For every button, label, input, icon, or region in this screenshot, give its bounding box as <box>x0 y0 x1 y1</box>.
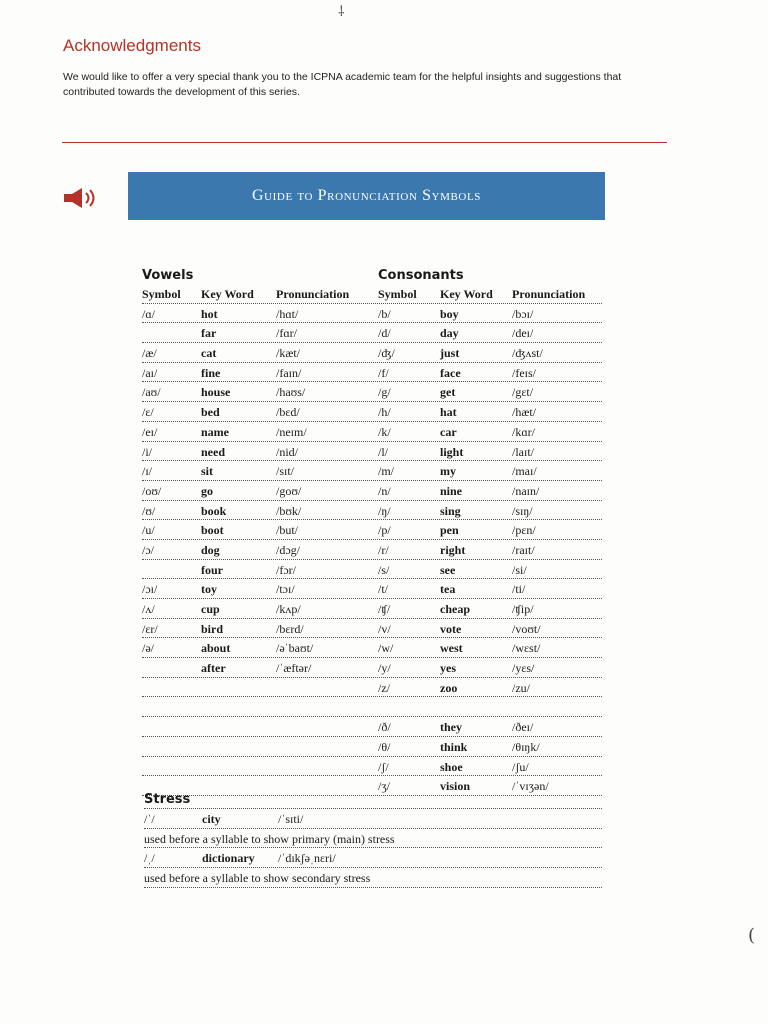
vowel-pronunciation: /fɑr/ <box>276 326 297 341</box>
consonant-pronunciation: /ʧip/ <box>512 602 534 616</box>
section-titles <box>142 268 602 284</box>
consonant-key-word: west <box>440 641 463 656</box>
consonant-pronunciation: /sɪŋ/ <box>512 503 533 518</box>
consonant-pronunciation: /kɑr/ <box>512 424 535 439</box>
table-row <box>142 442 602 462</box>
consonant-key-word: day <box>440 326 459 341</box>
vowel-pronunciation: /nid/ <box>276 444 299 459</box>
vowel-pronunciation: /faɪn/ <box>276 365 302 380</box>
consonant-pronunciation: /ti/ <box>512 582 526 597</box>
consonant-symbol: /y/ <box>378 661 391 676</box>
consonant-key-word: pen <box>440 523 459 538</box>
vowel-pronunciation: /haʊs/ <box>276 385 306 400</box>
stress-primary-row <box>144 809 602 829</box>
vowel-key-word: four <box>201 562 223 577</box>
vowel-key-word: hot <box>201 306 218 321</box>
secondary-stress-pron: /ˈdɪkʃəˌnɛri/ <box>278 851 336 866</box>
table-row <box>142 402 602 422</box>
consonant-key-word: shoe <box>440 759 463 774</box>
vowel-key-word: bed <box>201 405 220 420</box>
consonant-symbol: /m/ <box>378 464 395 479</box>
consonant-pronunciation: /feɪs/ <box>512 365 536 380</box>
vowel-symbol: /aʊ/ <box>142 385 161 400</box>
consonant-pronunciation: /ðeɪ/ <box>512 720 534 735</box>
consonant-symbol: /ð/ <box>378 720 391 735</box>
consonant-symbol: /r/ <box>378 542 389 557</box>
consonant-symbol: /f/ <box>378 365 389 380</box>
table-row <box>142 757 602 777</box>
table-row <box>142 501 602 521</box>
primary-stress-word: city <box>202 812 221 826</box>
consonant-symbol: /g/ <box>378 385 391 400</box>
table-row <box>142 363 602 383</box>
vowel-key-word: bird <box>201 621 224 636</box>
pronunciation-banner <box>128 172 605 220</box>
consonant-symbol: /θ/ <box>378 739 391 754</box>
acknowledgments-text: We would like to offer a very special thank you to the ICPNA academic team for the helpful insights and suggestions that contributed towards the development of this series. <box>63 71 622 98</box>
consonant-key-word: tea <box>440 582 456 597</box>
vowel-symbol: /æ/ <box>142 346 157 361</box>
stress-primary-note-row <box>144 829 602 849</box>
consonant-symbol: /ʃ/ <box>378 759 389 774</box>
speaker-icon <box>62 186 102 210</box>
consonant-pronunciation: /hæt/ <box>512 405 537 420</box>
vowel-symbol: /ɛ/ <box>142 405 154 420</box>
vowel-symbol: /ɪ/ <box>142 464 153 479</box>
table-row <box>142 481 602 501</box>
consonant-symbol: /t/ <box>378 582 389 597</box>
stress-title: Stress <box>144 792 191 807</box>
consonant-key-word: my <box>440 464 456 479</box>
consonants-title: Consonants <box>378 268 464 283</box>
consonant-pronunciation: /laɪt/ <box>512 444 534 459</box>
stress-secondary-row <box>144 848 602 868</box>
vowel-pronunciation: /tɔɪ/ <box>276 582 295 597</box>
vowel-symbol: /ɛr/ <box>142 621 158 636</box>
table-row <box>142 560 602 580</box>
primary-stress-note: used before a syllable to show primary (main) stress <box>144 831 395 846</box>
table-row <box>142 520 602 540</box>
consonant-key-word: just <box>440 346 460 361</box>
consonant-pronunciation: /gɛt/ <box>512 385 534 400</box>
vowel-pronunciation: /but/ <box>276 523 299 538</box>
stress-section <box>144 790 602 888</box>
vowel-key-word: toy <box>201 582 217 597</box>
consonant-symbol: /l/ <box>378 444 389 459</box>
table-row <box>142 579 602 599</box>
vowel-symbol: /ɔ/ <box>142 542 154 557</box>
vowel-pronunciation: /bɛrd/ <box>276 621 304 636</box>
table-row <box>142 422 602 442</box>
vowel-pronunciation: /goʊ/ <box>276 483 302 498</box>
table-header <box>142 284 602 304</box>
consonant-pronunciation: /pɛn/ <box>512 523 536 538</box>
header-symbol: Symbol <box>142 287 181 301</box>
table-row <box>142 697 602 717</box>
vowel-key-word: far <box>201 326 217 341</box>
vowel-symbol: /eɪ/ <box>142 424 158 439</box>
consonant-key-word: they <box>440 720 462 735</box>
table-row <box>142 382 602 402</box>
vowel-pronunciation: /neɪm/ <box>276 424 307 439</box>
consonant-pronunciation: /zu/ <box>512 680 530 695</box>
table-row <box>142 323 602 343</box>
table-row <box>142 658 602 678</box>
consonant-symbol: /w/ <box>378 641 394 656</box>
table-row <box>142 737 602 757</box>
vowel-key-word: boot <box>201 523 224 538</box>
stress-title-row <box>144 790 602 809</box>
vowel-symbol: /ʌ/ <box>142 602 155 616</box>
vowel-pronunciation: /dɔg/ <box>276 542 300 557</box>
vowels-title: Vowels <box>142 268 194 283</box>
consonant-symbol: /n/ <box>378 483 391 498</box>
consonant-pronunciation: /raɪt/ <box>512 542 535 557</box>
vowel-key-word: after <box>201 661 226 676</box>
vowel-symbol: /oʊ/ <box>142 483 162 498</box>
consonant-key-word: sing <box>440 503 461 518</box>
table-row <box>142 304 602 324</box>
table-row <box>142 678 602 698</box>
table-body <box>142 304 602 796</box>
vowel-pronunciation: /kæt/ <box>276 346 301 361</box>
table-row <box>142 619 602 639</box>
table-row <box>142 461 602 481</box>
acknowledgments-title: Acknowledgments <box>63 36 201 55</box>
consonant-pronunciation: /yɛs/ <box>512 661 535 676</box>
consonant-symbol: /ʤ/ <box>378 346 395 361</box>
consonant-key-word: light <box>440 444 464 459</box>
vowel-key-word: name <box>201 424 229 439</box>
consonant-symbol: /k/ <box>378 424 391 439</box>
consonant-pronunciation: /θɪŋk/ <box>512 739 540 754</box>
table-row <box>142 599 602 619</box>
vowel-key-word: cup <box>201 602 220 616</box>
header-pronunciation: Pronunciation <box>512 287 586 301</box>
consonant-key-word: get <box>440 385 456 400</box>
consonant-key-word: right <box>440 542 466 557</box>
vowel-pronunciation: /əˈbaʊt/ <box>276 641 314 656</box>
consonant-pronunciation: /voʊt/ <box>512 621 541 636</box>
vowel-symbol: /i/ <box>142 444 153 459</box>
banner-title: Guide to Pronunciation Symbols <box>251 187 482 204</box>
consonant-pronunciation: /naɪn/ <box>512 483 540 498</box>
consonant-pronunciation: /ˈvɪʒən/ <box>512 779 549 794</box>
vowel-key-word: fine <box>201 365 221 380</box>
consonant-symbol: /p/ <box>378 523 391 538</box>
secondary-stress-word: dictionary <box>202 851 255 866</box>
consonant-key-word: see <box>440 562 456 577</box>
vowel-pronunciation: /ˈæftər/ <box>276 661 312 676</box>
vowel-key-word: go <box>201 483 213 498</box>
header-symbol: Symbol <box>378 287 417 301</box>
consonant-pronunciation: /si/ <box>512 562 527 577</box>
vowel-pronunciation: /sɪt/ <box>276 464 295 479</box>
primary-stress-symbol: /ˈ/ <box>144 812 155 826</box>
vowel-pronunciation: /kʌp/ <box>276 602 301 616</box>
consonant-pronunciation: /maɪ/ <box>512 464 537 479</box>
vowel-key-word: sit <box>201 464 213 479</box>
header-key-word: Key Word <box>201 287 254 301</box>
consonant-pronunciation: /ʤʌst/ <box>512 346 543 361</box>
primary-stress-pron: /ˈsɪti/ <box>278 812 304 826</box>
vowel-key-word: book <box>201 503 227 518</box>
vowel-pronunciation: /bɛd/ <box>276 405 300 420</box>
consonant-symbol: /ʧ/ <box>378 602 391 616</box>
vowel-pronunciation: /fɔr/ <box>276 562 296 577</box>
vowel-key-word: cat <box>201 346 217 361</box>
consonant-symbol: /z/ <box>378 680 390 695</box>
scan-mark: ⸸ <box>338 4 345 20</box>
vowel-pronunciation: /bʊk/ <box>276 503 302 518</box>
consonant-pronunciation: /wɛst/ <box>512 641 541 656</box>
consonant-symbol: /s/ <box>378 562 390 577</box>
vowel-symbol: /u/ <box>142 523 155 538</box>
consonant-key-word: cheap <box>440 602 470 616</box>
vowel-key-word: about <box>201 641 231 656</box>
consonant-symbol: /b/ <box>378 306 391 321</box>
header-pronunciation: Pronunciation <box>276 287 350 301</box>
vowel-key-word: house <box>201 385 231 400</box>
consonant-pronunciation: /deɪ/ <box>512 326 534 341</box>
table-row <box>142 638 602 658</box>
consonant-key-word: yes <box>440 661 456 676</box>
consonant-symbol: /ʒ/ <box>378 779 390 794</box>
vowel-key-word: need <box>201 444 225 459</box>
divider <box>62 142 667 143</box>
table-row <box>142 717 602 737</box>
vowel-pronunciation: /hɑt/ <box>276 306 299 321</box>
consonant-symbol: /v/ <box>378 621 391 636</box>
consonant-key-word: car <box>440 424 457 439</box>
secondary-stress-note: used before a syllable to show secondary stress <box>144 871 371 886</box>
vowel-symbol: /ə/ <box>142 641 154 656</box>
consonant-key-word: face <box>440 365 461 380</box>
scan-mark: ( <box>748 925 756 946</box>
vowel-key-word: dog <box>201 542 220 557</box>
consonant-key-word: zoo <box>440 680 458 695</box>
stress-secondary-note-row <box>144 868 602 888</box>
table-row <box>142 540 602 560</box>
consonant-symbol: /h/ <box>378 405 391 420</box>
consonant-key-word: hat <box>440 405 457 420</box>
consonant-symbol: /ŋ/ <box>378 503 391 518</box>
table-row <box>142 343 602 363</box>
vowel-symbol: /ɔɪ/ <box>142 582 158 597</box>
header-key-word: Key Word <box>440 287 493 301</box>
pronunciation-table <box>142 268 602 796</box>
vowel-symbol: /aɪ/ <box>142 365 158 380</box>
vowel-symbol: /ʊ/ <box>142 503 156 518</box>
consonant-key-word: vision <box>440 779 471 794</box>
consonant-pronunciation: /ʃu/ <box>512 759 529 774</box>
secondary-stress-symbol: /ˌ/ <box>144 851 155 866</box>
vowel-symbol: /ɑ/ <box>142 306 155 321</box>
consonant-key-word: nine <box>440 483 463 498</box>
consonant-key-word: boy <box>440 306 459 321</box>
consonant-pronunciation: /bɔɪ/ <box>512 306 534 321</box>
consonant-key-word: think <box>440 739 468 754</box>
consonant-symbol: /d/ <box>378 326 391 341</box>
consonant-key-word: vote <box>440 621 462 636</box>
